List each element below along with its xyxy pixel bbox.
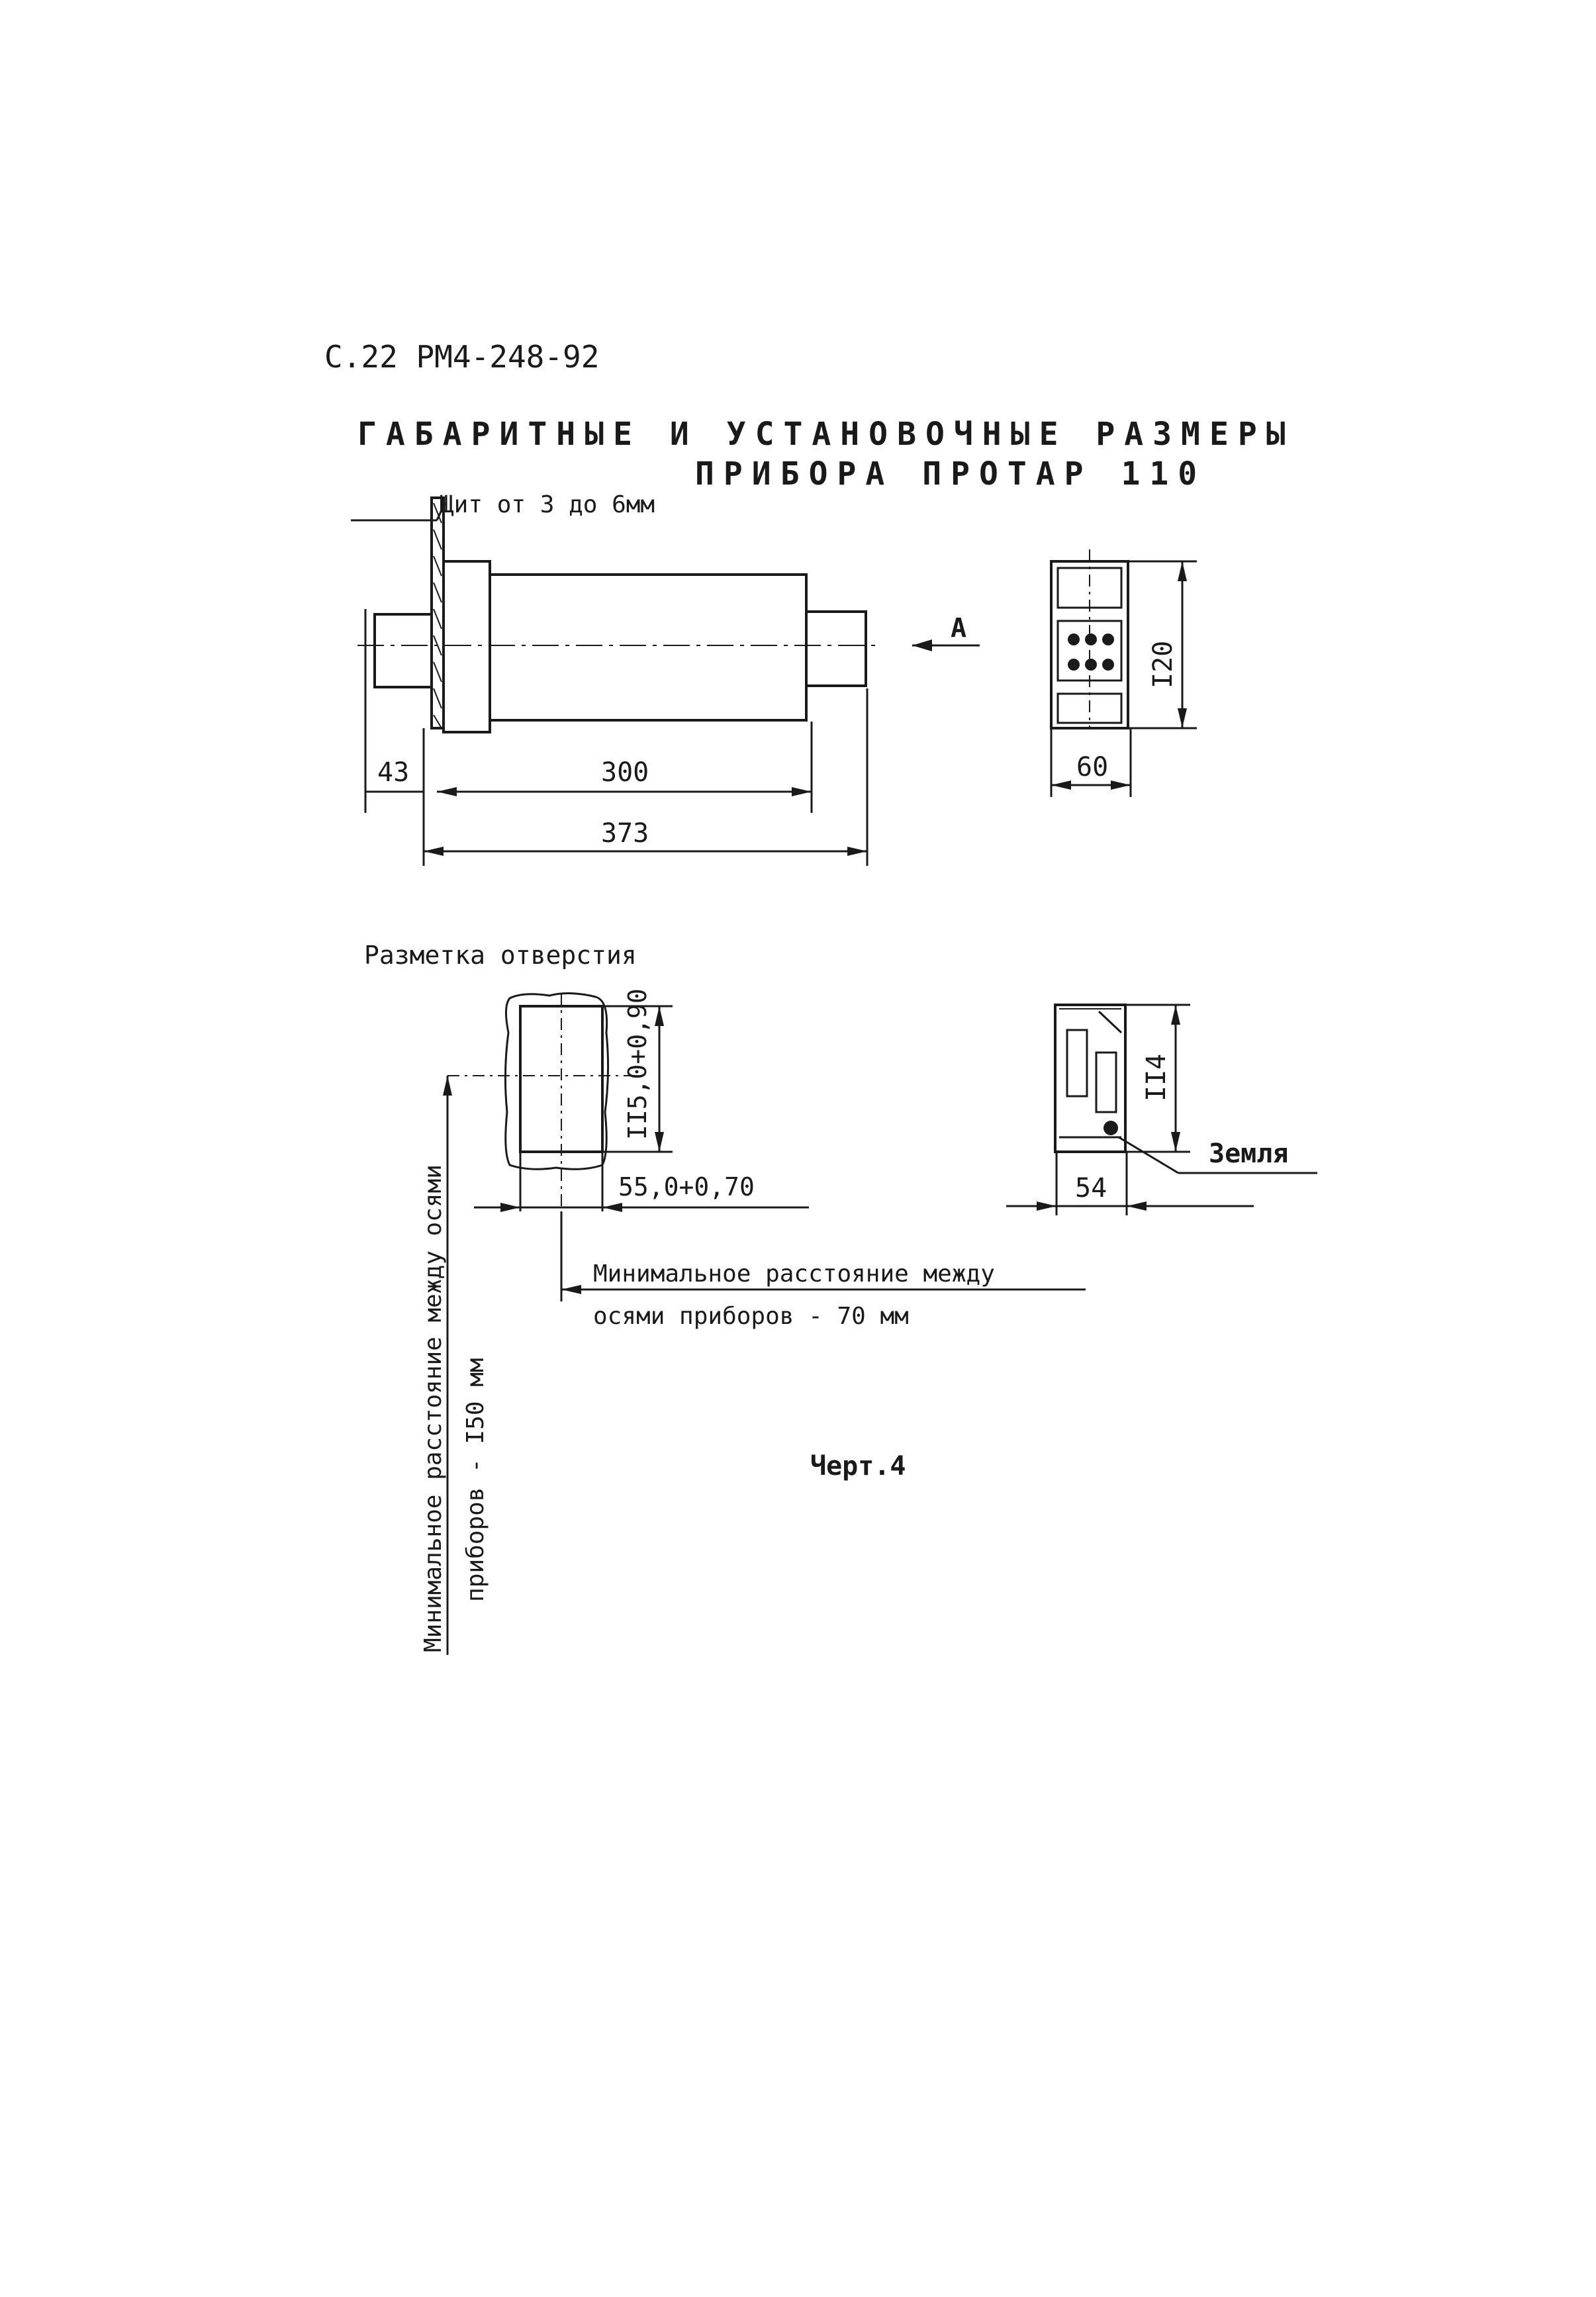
dim-total-373: 373	[601, 818, 649, 849]
rear-dim-height: II4	[1141, 1053, 1172, 1102]
panel-note: Щит от 3 до 6мм	[440, 491, 655, 518]
front-dim-width: 60	[1076, 752, 1109, 782]
led-3	[1102, 633, 1114, 645]
min-distance-vertical-2: приборов - I50 мм	[462, 1358, 489, 1602]
led-5	[1085, 659, 1097, 671]
min-distance-horizontal-1: Минимальное расстояние между	[593, 1260, 995, 1288]
ground-terminal	[1103, 1121, 1118, 1135]
view-a-arrow	[912, 639, 932, 651]
front-protrusion	[375, 614, 432, 687]
min-distance-vertical-1: Минимальное расстояние между осями	[420, 1164, 447, 1652]
rear-view	[1006, 1005, 1317, 1215]
rear-connector	[806, 612, 866, 686]
rear-slot-right	[1096, 1053, 1116, 1112]
rear-dim-width: 54	[1075, 1173, 1107, 1203]
side-view	[351, 498, 980, 866]
housing-body	[490, 575, 806, 720]
cutout-label: Разметка отверстия	[364, 941, 637, 970]
title-line-2: ПРИБОРА ПРОТАР 110	[695, 455, 1207, 492]
page-reference: С.22 РМ4-248-92	[324, 339, 600, 375]
cutout-dim-width: 55,0+0,70	[618, 1172, 755, 1201]
front-dim-height: I20	[1148, 640, 1178, 688]
led-6	[1102, 659, 1114, 671]
led-4	[1068, 659, 1080, 671]
title-line-1: ГАБАРИТНЫЕ И УСТАНОВОЧНЫЕ РАЗМЕРЫ	[357, 416, 1295, 453]
ground-label: Земля	[1209, 1139, 1289, 1169]
view-a-label: А	[951, 613, 967, 643]
mounting-panel	[432, 498, 444, 728]
dim-front-43: 43	[377, 757, 410, 788]
dim-body-300: 300	[601, 757, 649, 788]
rear-slot-left	[1067, 1030, 1087, 1096]
led-1	[1068, 633, 1080, 645]
cutout-dim-height: II5,0+0,90	[623, 988, 652, 1140]
led-2	[1085, 633, 1097, 645]
min-distance-horizontal-2: осями приборов - 70 мм	[593, 1303, 909, 1330]
front-bezel	[444, 561, 490, 732]
figure-caption: Черт.4	[810, 1451, 906, 1481]
